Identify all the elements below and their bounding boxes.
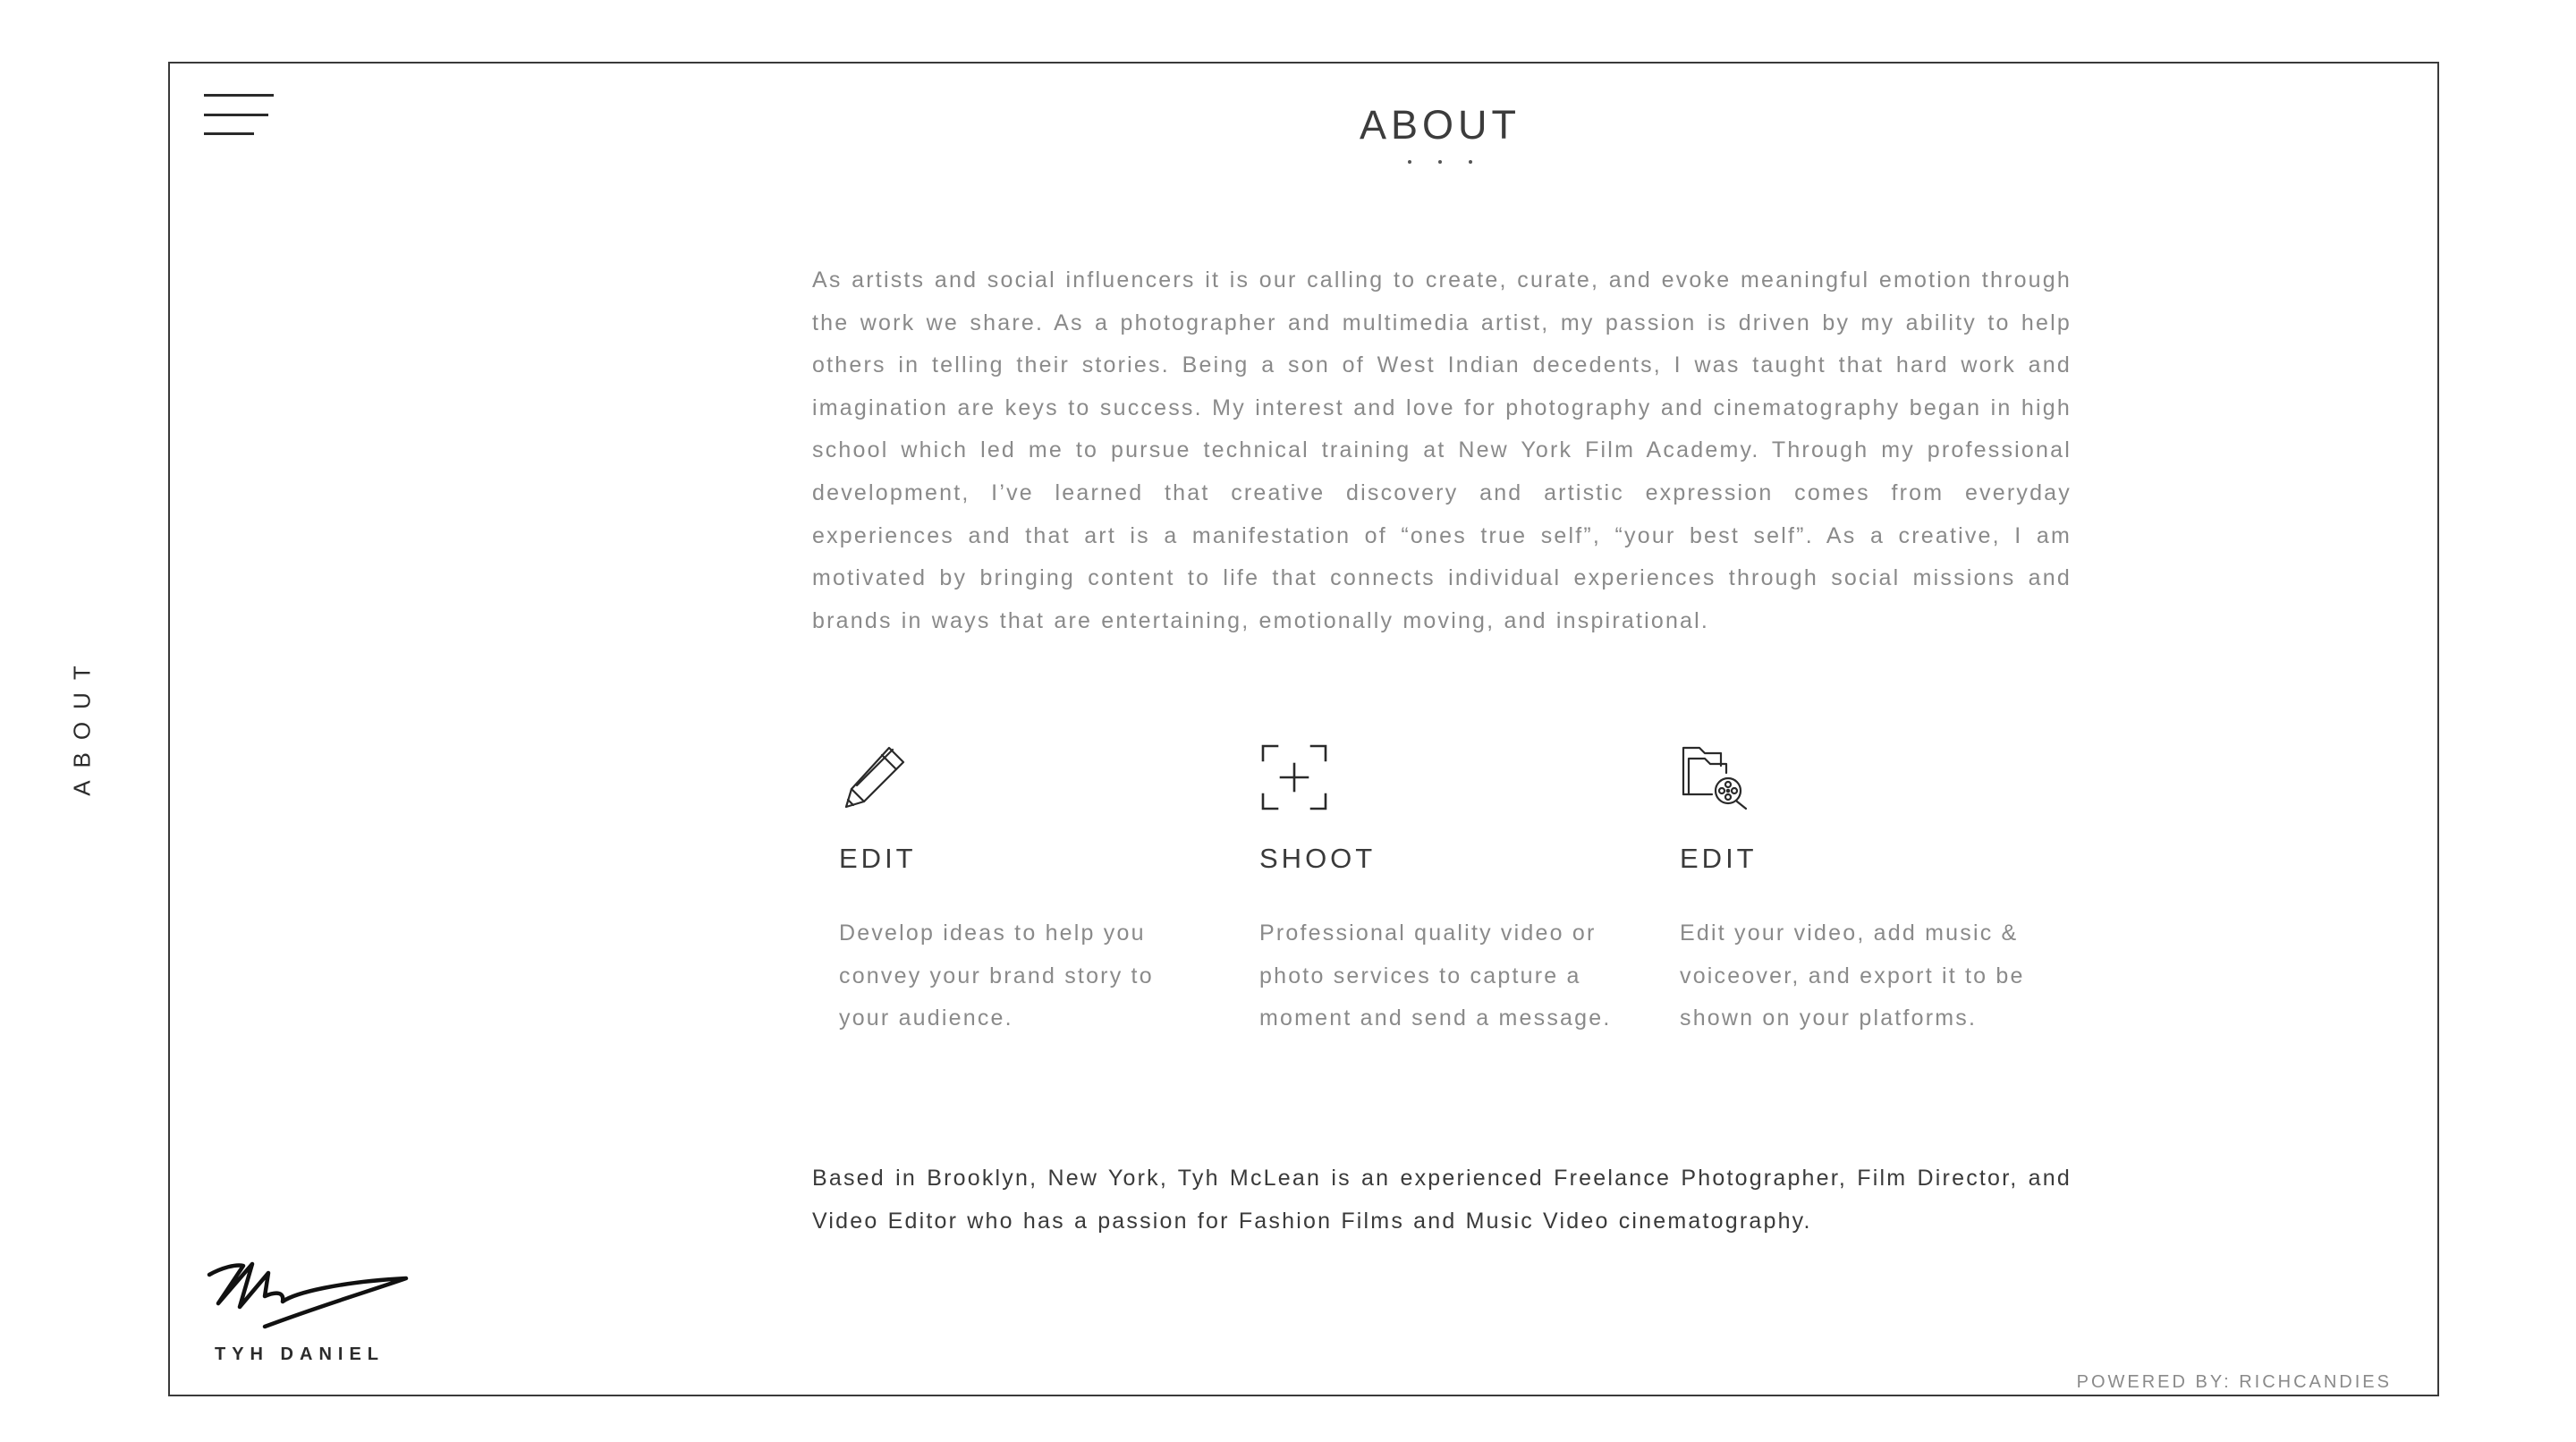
service-card-shoot	[1259, 742, 1626, 1031]
intro-paragraph: As artists and social influencers it is our calling to create, curate, and evoke meaningful emotion through the work we share. As a photographer and multimedia artist, my passion is driven by my ability to help others in telling their stories. Being a son of West Indian decedents, I was taught that hard work and imagination are keys to success. My interest and love for photography and cinematography began in high school which led me to pursue technical training at New York Film Academy. Through my professional development, I’ve learned that creative discovery and artistic expression comes from everyday experiences and that art is a manifestation of “ones true self”, “your best self”. As a creative, I am motivated by bringing content to life that connects individual experiences through social missions and brands in ways that are entertaining, emotionally moving, and inspirational.	[812, 267, 2072, 633]
title-dots-divider	[1408, 160, 1472, 164]
service-title: EDIT	[1680, 843, 1758, 874]
service-title: SHOOT	[1259, 843, 1377, 874]
signature-logo-icon	[206, 1257, 413, 1337]
bio-paragraph: Based in Brooklyn, New York, Tyh McLean is an experienced Freelance Photographer, Film Director, and Video Editor who has a passion for Fashion Films and Music Video cinematography.	[812, 1166, 2072, 1234]
service-description: Edit your video, add music & voiceover, and export it to be shown on your platforms.	[1680, 920, 2025, 1031]
service-description: Develop ideas to help you convey your brand story to your audience.	[839, 920, 1154, 1031]
service-description: Professional quality video or photo services to capture a moment and send a message.	[1259, 920, 1612, 1031]
powered-by-link[interactable]: POWERED BY: RICHCANDIES	[2076, 1372, 2392, 1392]
camera-focus-icon	[1259, 742, 1329, 812]
logo-text: TYH DANIEL	[215, 1344, 385, 1364]
menu-line	[204, 114, 268, 116]
side-section-label: ABOUT	[68, 653, 96, 796]
service-card-edit	[839, 742, 1206, 1031]
service-card-edit-video	[1680, 742, 2046, 1031]
hamburger-menu-icon[interactable]	[204, 91, 277, 141]
menu-line	[204, 94, 274, 97]
folder-film-icon	[1680, 742, 1750, 812]
service-title: EDIT	[839, 843, 917, 874]
brand-logo[interactable]	[206, 1257, 413, 1364]
page-title: ABOUT	[1359, 102, 1521, 148]
pencil-icon	[839, 742, 909, 812]
menu-line	[204, 132, 254, 135]
